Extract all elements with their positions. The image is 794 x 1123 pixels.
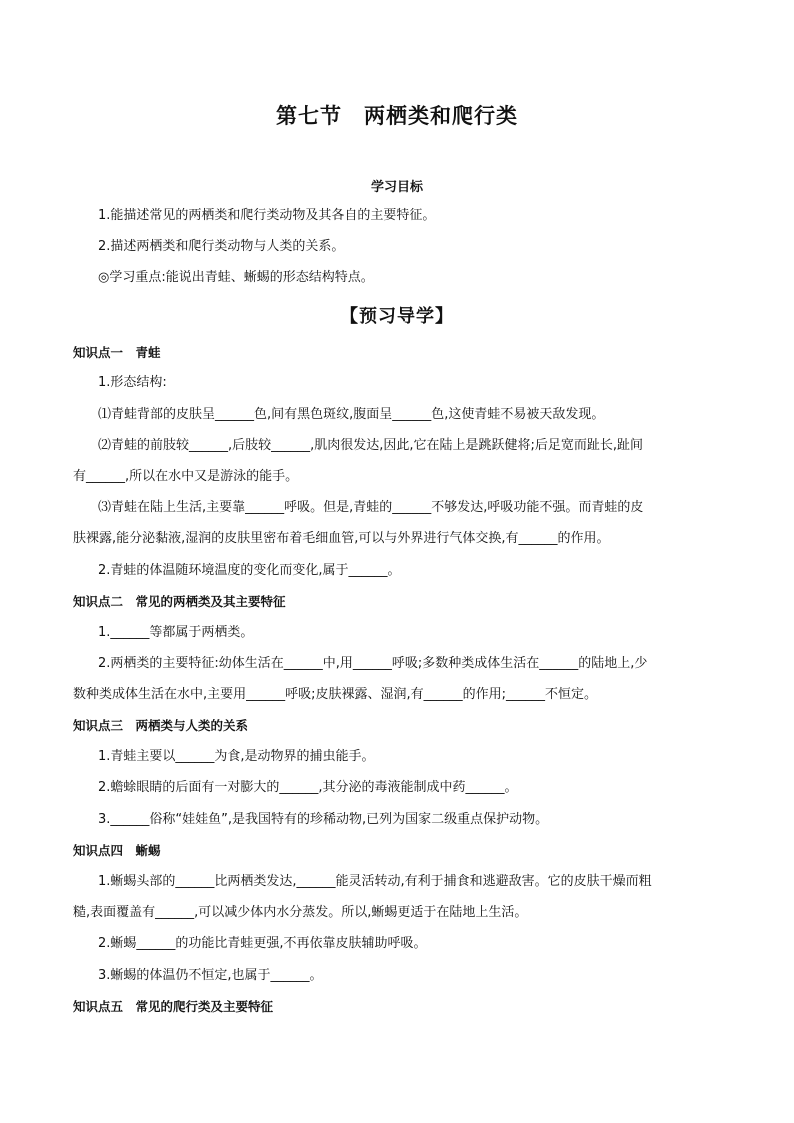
section-heading-lizard: 知识点四 蜥蜴: [73, 843, 161, 858]
paragraph-line: 肤裸露,能分泌黏液,湿润的皮肤里密布着毛细血管,可以与外界进行气体交换,有______的作用。: [73, 531, 610, 546]
paragraph-line: ⑴青蛙背部的皮肤呈______色,间有黑色斑纹,腹面呈______色,这使青蛙不易被天敌发现。: [98, 407, 605, 422]
paragraph-line: 3.蜥蜴的体温仍不恒定,也属于______。: [98, 968, 323, 983]
paragraph-line: ⑵青蛙的前肢较______,后肢较______,肌肉很发达,因此,它在陆上是跳跃健将;后足宽而趾长,趾间: [98, 438, 644, 453]
paragraph-line: 2.青蛙的体温随环境温度的变化而变化,属于______。: [98, 563, 401, 578]
goal-key-point: ◎学习重点:能说出青蛙、蜥蜴的形态结构特点。: [98, 270, 374, 285]
paragraph-line: 糙,表面覆盖有______,可以减少体内水分蒸发。所以,蜥蜴更适于在陆地上生活。: [73, 905, 528, 920]
goal-item: 2.描述两栖类和爬行类动物与人类的关系。: [98, 239, 345, 254]
section-heading-amphibians: 知识点二 常见的两栖类及其主要特征: [73, 594, 286, 609]
paragraph-line: ⑶青蛙在陆上生活,主要靠______呼吸。但是,青蛙的______不够发达,呼吸功能不强。而青蛙的皮: [98, 500, 644, 515]
paragraph-line: 3.______俗称“娃娃鱼”,是我国特有的珍稀动物,已列为国家二级重点保护动物。: [98, 812, 549, 827]
paragraph-line: 1.青蛙主要以______为食,是动物界的捕虫能手。: [98, 749, 375, 764]
paragraph-line: 有______,所以在水中又是游泳的能手。: [73, 469, 299, 484]
section-heading-amphibians-humans: 知识点三 两栖类与人类的关系: [73, 718, 249, 733]
paragraph-line: 1.蜥蜴头部的______比两栖类发达,______能灵活转动,有利于捕食和逃避敌害。它的皮肤干燥而粗: [98, 874, 652, 889]
paragraph-line: 2.两栖类的主要特征:幼体生活在______中,用______呼吸;多数种类成体生活在______的陆地上,少: [98, 656, 648, 671]
paragraph-line: 1.形态结构:: [98, 375, 167, 390]
section-heading-reptiles: 知识点五 常见的爬行类及主要特征: [73, 999, 274, 1014]
section-heading-frog: 知识点一 青蛙: [73, 345, 161, 360]
paragraph-line: 2.蜥蜴______的功能比青蛙更强,不再依靠皮肤辅助呼吸。: [98, 936, 427, 951]
paragraph-line: 2.蟾蜍眼睛的后面有一对膨大的______,其分泌的毒液能制成中药______。: [98, 780, 518, 795]
learning-goals-heading: 学习目标: [370, 180, 423, 195]
preview-heading: 【预习导学】: [340, 306, 454, 327]
goal-item: 1.能描述常见的两栖类和爬行类动物及其各自的主要特征。: [98, 208, 436, 223]
paragraph-line: 数种类成体生活在水中,主要用______呼吸;皮肤裸露、湿润,有______的作用;______不恒定。: [73, 687, 598, 702]
paragraph-line: 1.______等都属于两栖类。: [98, 625, 254, 640]
page-title: 第七节 两栖类和爬行类: [276, 103, 518, 128]
